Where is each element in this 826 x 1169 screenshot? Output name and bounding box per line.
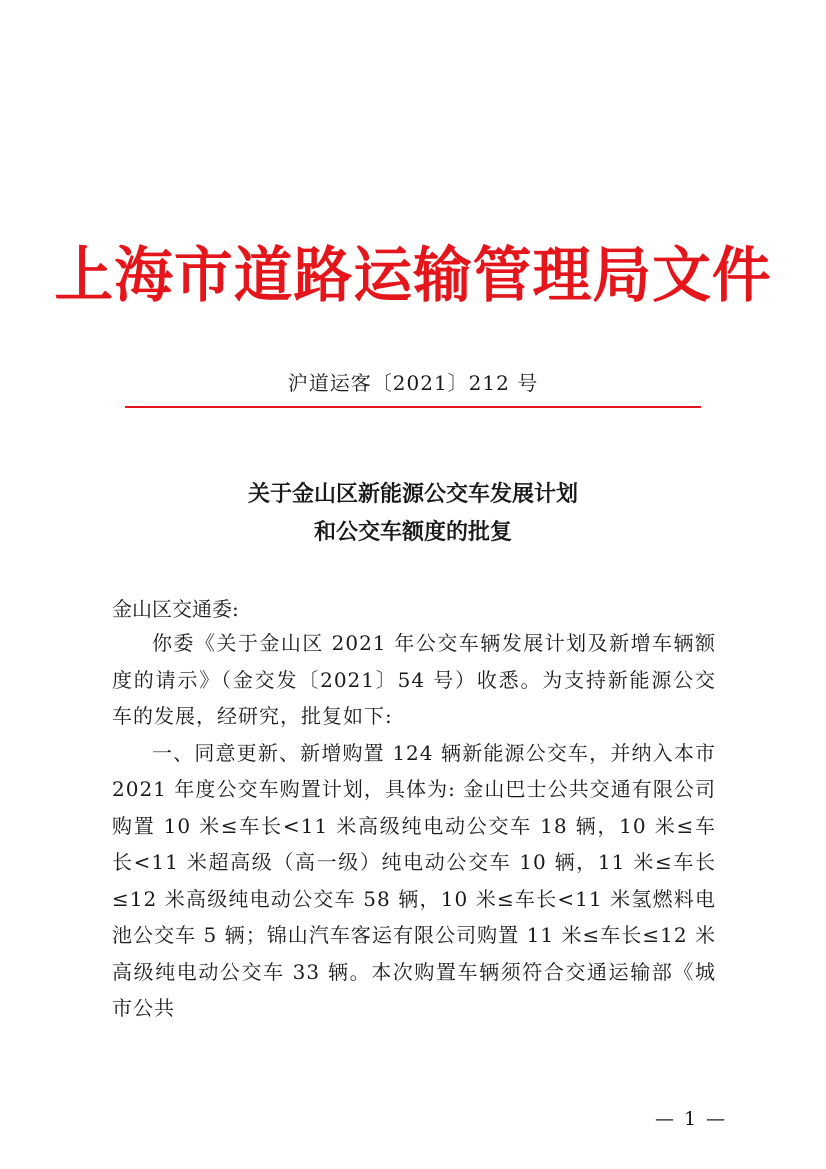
document-number: 沪道运客〔2021〕212 号 bbox=[287, 371, 539, 395]
page-number: — 1 — bbox=[655, 1108, 728, 1130]
document-title bbox=[0, 476, 826, 552]
addressee: 金山区交通委: bbox=[112, 597, 239, 621]
org-masthead-title: 上海市道路运输管理局文件 bbox=[54, 241, 772, 311]
red-divider-line bbox=[125, 406, 701, 408]
document-body bbox=[112, 625, 716, 1027]
body-paragraph-2: 一、同意更新、新增购置 124 辆新能源公交车，并纳入本市 2021 年度公交车购置计划，具体为: 金山巴士公共交通有限公司购置 10 米≤车长<11 米高级纯电动公交车 18 辆，10 米≤车长<11 米超高级（高一级）纯电动公交车 10 辆，11 米≤车长≤12 米高级纯电动公交车 58 辆，10 米≤车长<11 米氢燃料电池公交车 5 辆；锦山汽车客运有限公司购置 11 米≤车长≤12 米高级纯电动公交车 33 辆。本次购置车辆须符合交通运输部《城市公共 bbox=[112, 740, 716, 1020]
body-paragraph-1: 你委《关于金山区 2021 年公交车辆发展计划及新增车辆额度的请示》（金交发〔2021〕54 号）收悉。为支持新能源公交车的发展，经研究，批复如下: bbox=[112, 631, 716, 728]
title-line-2: 和公交车额度的批复 bbox=[313, 520, 512, 545]
title-line-1: 关于金山区新能源公交车发展计划 bbox=[247, 482, 578, 507]
